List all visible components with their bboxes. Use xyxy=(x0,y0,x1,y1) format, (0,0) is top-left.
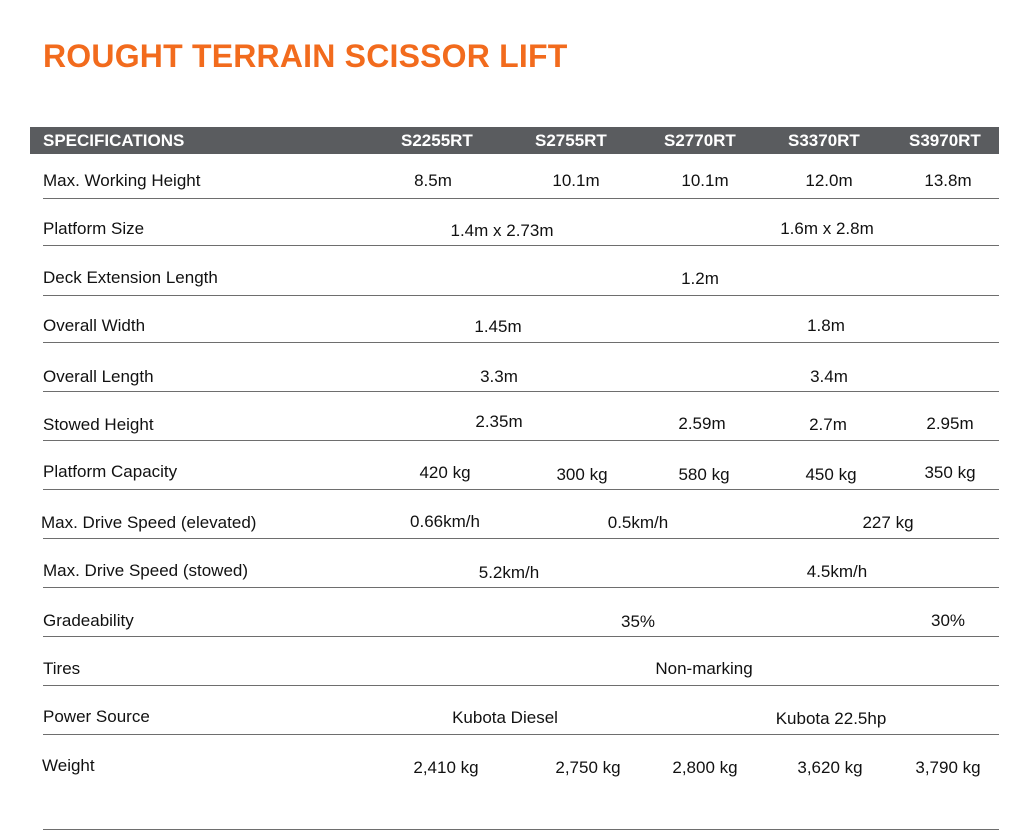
cell-s2770rt-s3970rt: 1.8m xyxy=(807,316,845,335)
cell-s2770rt-s3970rt: Kubota 22.5hp xyxy=(775,709,887,728)
cell-s2770rt-s3970rt: 4.5km/h xyxy=(806,562,868,581)
cell-s3970rt: 13.8m xyxy=(924,171,972,190)
row-divider xyxy=(43,198,999,199)
header-model-s3970rt: S3970RT xyxy=(909,131,981,150)
cell-s2255rt: 2,410 kg xyxy=(413,758,479,777)
cell-s3370rt: 450 kg xyxy=(805,465,857,484)
cell-s2770rt: 2,800 kg xyxy=(672,758,738,777)
row-label: Power Source xyxy=(43,707,150,726)
table-bottom-rule xyxy=(43,829,999,830)
cell-s3370rt: 3,620 kg xyxy=(797,758,863,777)
cell-s2255rt-s2755rt: Kubota Diesel xyxy=(452,708,558,727)
cell-s2755rt: 2,750 kg xyxy=(555,758,621,777)
header-model-s2755rt: S2755RT xyxy=(535,131,607,150)
cell-s2755rt: 10.1m xyxy=(552,171,600,190)
row-label: Weight xyxy=(42,756,95,775)
cell-s2255rt-s2755rt: 5.2km/h xyxy=(478,563,540,582)
row-divider xyxy=(43,734,999,735)
cell-s2255rt: 0.66km/h xyxy=(410,512,480,531)
header-specifications: SPECIFICATIONS xyxy=(43,131,185,150)
cell-s3370rt: 2.7m xyxy=(809,415,847,434)
cell-s2755rt: 300 kg xyxy=(556,465,608,484)
cell-s2755rt-s2770rt: 0.5km/h xyxy=(607,513,669,532)
row-label: Gradeability xyxy=(43,611,134,630)
cell-s2770rt-s3970rt: 3.4m xyxy=(810,367,848,386)
row-label: Stowed Height xyxy=(43,415,154,434)
cell-s3370rt-s3970rt: 227 kg xyxy=(862,513,914,532)
cell-s3970rt: 3,790 kg xyxy=(915,758,981,777)
row-label: Max. Working Height xyxy=(43,171,201,190)
row-label: Deck Extension Length xyxy=(43,268,218,287)
header-model-s2770rt: S2770RT xyxy=(664,131,736,150)
cell-s2255rt-s2755rt: 1.45m xyxy=(474,317,522,336)
cell-s2770rt: 580 kg xyxy=(678,465,730,484)
row-divider xyxy=(43,636,999,637)
row-divider xyxy=(43,440,999,441)
row-divider xyxy=(43,391,999,392)
row-divider xyxy=(43,342,999,343)
cell-s2255rt-s2755rt: 2.35m xyxy=(475,412,523,431)
page-title: ROUGHT TERRAIN SCISSOR LIFT xyxy=(43,38,568,74)
row-divider xyxy=(43,685,999,686)
row-label: Max. Drive Speed (stowed) xyxy=(43,561,249,580)
row-label: Overall Width xyxy=(43,316,146,335)
cell-all-models: 1.2m xyxy=(681,269,719,288)
row-divider xyxy=(43,587,999,588)
cell-s2255rt-s3370rt: 35% xyxy=(620,612,656,631)
row-label: Overall Length xyxy=(43,367,154,386)
header-model-s2255rt: S2255RT xyxy=(401,131,473,150)
cell-s3970rt: 2.95m xyxy=(926,414,974,433)
row-label: Platform Capacity xyxy=(43,462,178,481)
cell-s2770rt: 10.1m xyxy=(681,171,729,190)
cell-s3970rt: 30% xyxy=(930,611,966,630)
cell-s3970rt: 350 kg xyxy=(924,463,976,482)
row-divider xyxy=(43,538,999,539)
row-label: Platform Size xyxy=(43,219,145,238)
row-label: Max. Drive Speed (elevated) xyxy=(41,513,257,532)
cell-s2770rt: 2.59m xyxy=(678,414,726,433)
cell-s2770rt-s3970rt: 1.6m x 2.8m xyxy=(780,219,874,238)
cell-s2255rt: 420 kg xyxy=(419,463,471,482)
row-divider xyxy=(43,245,999,246)
spec-table-header xyxy=(30,127,999,154)
row-label: Tires xyxy=(43,659,81,678)
cell-s2255rt: 8.5m xyxy=(414,171,452,190)
row-divider xyxy=(43,489,999,490)
cell-s2255rt-s2755rt: 3.3m xyxy=(480,367,518,386)
cell-s3370rt: 12.0m xyxy=(805,171,853,190)
cell-all-models: Non-marking xyxy=(655,659,753,678)
row-divider xyxy=(43,295,999,296)
cell-s2255rt-s2755rt: 1.4m x 2.73m xyxy=(450,221,554,240)
header-model-s3370rt: S3370RT xyxy=(788,131,860,150)
